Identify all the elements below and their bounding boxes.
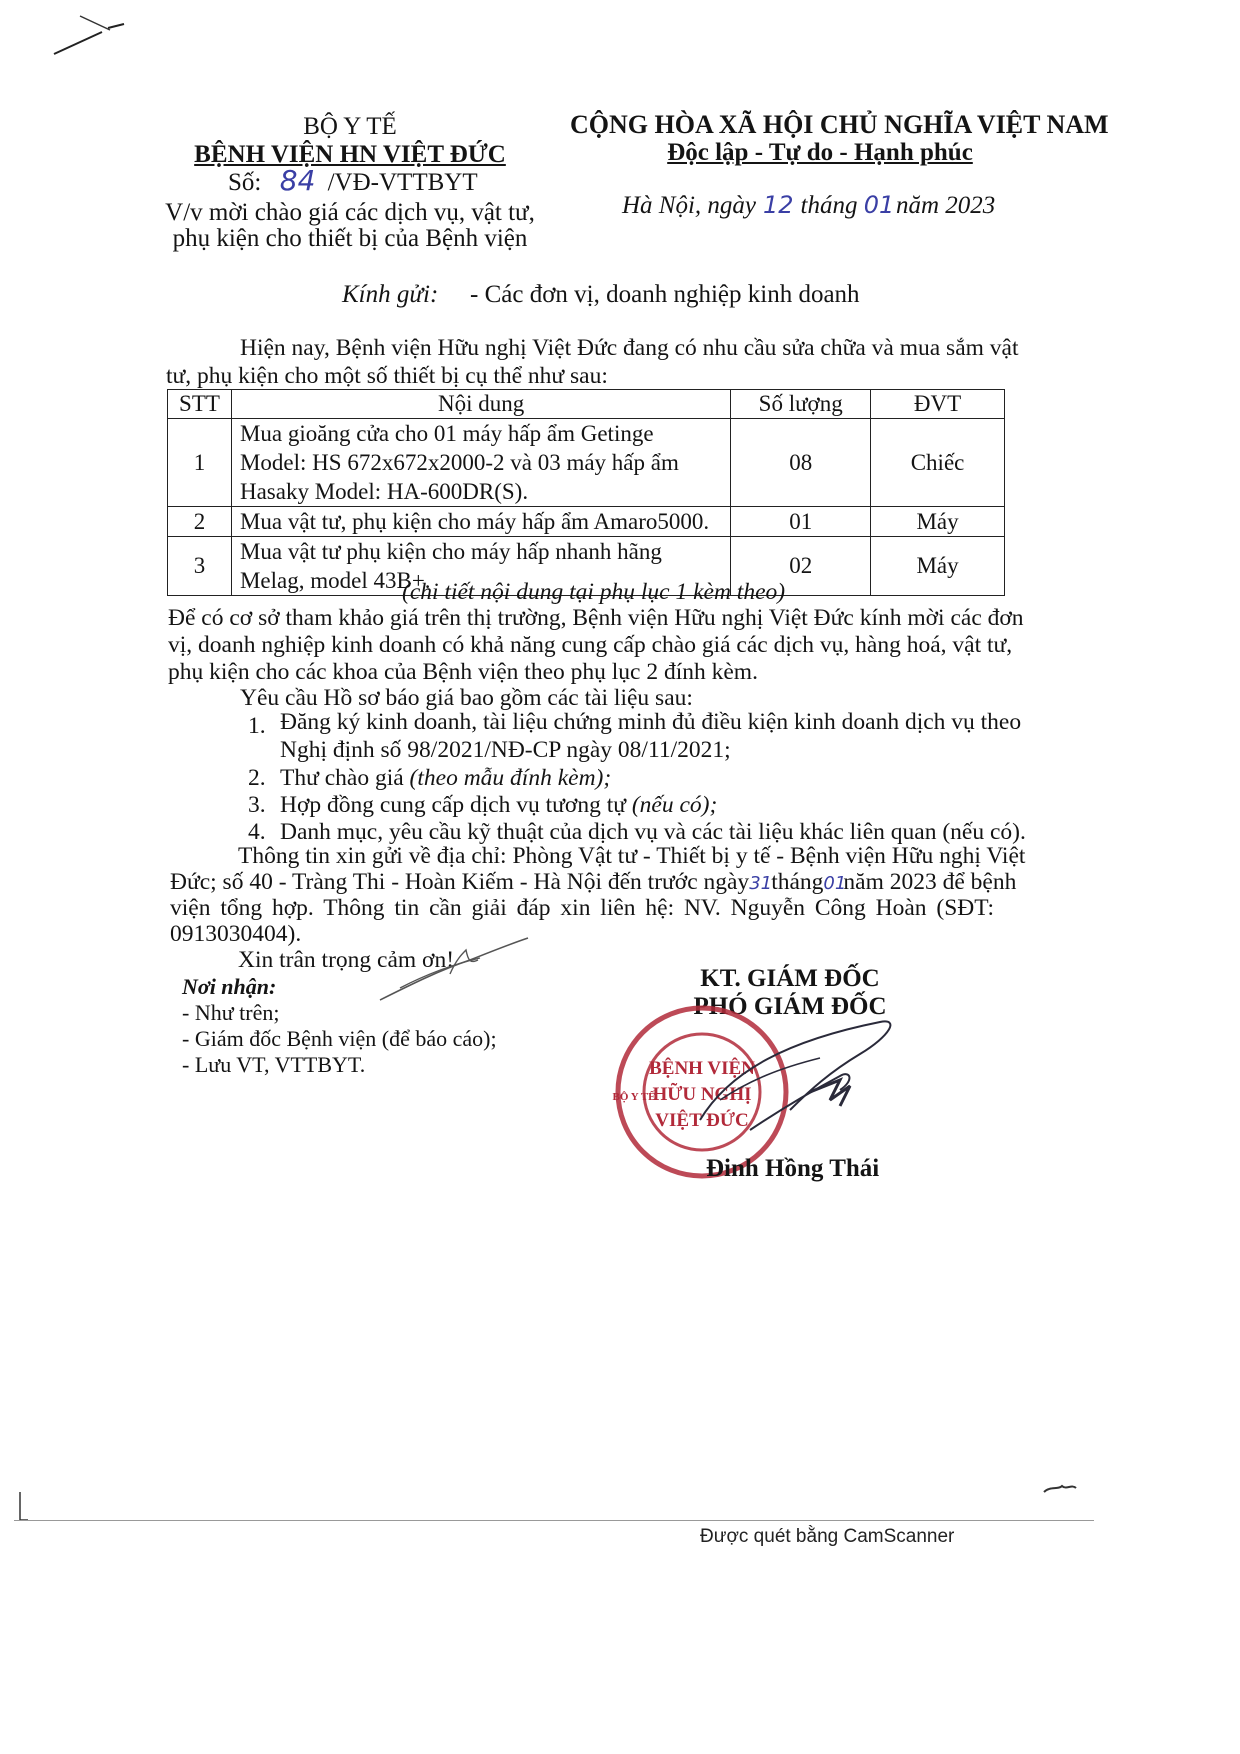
stamp-line-3: VIỆT ĐỨC bbox=[655, 1110, 749, 1131]
row-stt: 1 bbox=[168, 419, 232, 507]
table-note: (chi tiết nội dung tại phụ lục 1 kèm theo) bbox=[402, 579, 786, 605]
ministry-name: BỘ Y TẾ bbox=[303, 113, 397, 140]
recipient-item: - Giám đốc Bệnh viện (để báo cáo); bbox=[182, 1026, 497, 1051]
intro-line-2: tư, phụ kiện cho một số thiết bị cụ thể như sau: bbox=[166, 363, 608, 389]
header-stt: STT bbox=[168, 390, 232, 419]
contact-line-2-b: tháng bbox=[771, 869, 824, 895]
motto bbox=[570, 138, 1070, 168]
row-unit: Máy bbox=[871, 507, 1005, 537]
signature-title-2: PHÓ GIÁM ĐỐC bbox=[693, 993, 887, 1020]
req-3 bbox=[248, 791, 717, 820]
country-name: CỘNG HÒA XÃ HỘI CHỦ NGHĨA VIỆT NAM bbox=[570, 110, 1109, 139]
recipient-item: - Lưu VT, VTTBYT. bbox=[182, 1052, 366, 1077]
req-3-italic: (nếu có); bbox=[631, 792, 718, 818]
row-content-line: Mua gioăng cửa cho 01 máy hấp ẩm Getinge bbox=[239, 421, 654, 446]
row-content-line: Hasaky Model: HA-600DR(S). bbox=[239, 479, 529, 504]
contact-line-2-c: năm 2023 để bệnh bbox=[843, 869, 1017, 895]
corner-mark bbox=[1040, 1478, 1080, 1498]
row-content bbox=[231, 507, 730, 537]
contact-line-2-a: Đức; số 40 - Tràng Thi - Hoàn Kiếm - Hà Nội đến trước ngày bbox=[170, 869, 750, 895]
date-line bbox=[622, 190, 995, 221]
motto-text: Độc lập - Tự do - Hạnh phúc bbox=[667, 139, 973, 166]
row-unit: Máy bbox=[871, 537, 1005, 596]
contact-line-1: Thông tin xin gửi về địa chỉ: Phòng Vật tư - Thiết bị y tế - Bệnh viện Hữu nghị Việt bbox=[238, 843, 1026, 869]
items-table bbox=[167, 389, 1005, 596]
signer-name: Đinh Hồng Thái bbox=[706, 1155, 880, 1182]
row-content-line: Mua vật tư, phụ kiện cho máy hấp ẩm Amaro5000. bbox=[239, 509, 710, 534]
row-unit: Chiếc bbox=[871, 419, 1005, 507]
scan-bottom-edge bbox=[14, 1520, 1094, 1521]
row-content-line: Mua vật tư phụ kiện cho máy hấp nhanh hãng bbox=[239, 539, 662, 564]
body-line-2: vị, doanh nghiệp kinh doanh có khả năng cung cấp chào giá các dịch vụ, hàng hoá, vật tư, bbox=[168, 632, 1013, 658]
pen-mark bbox=[50, 10, 130, 60]
table-row bbox=[168, 419, 1005, 507]
contact-day: 31 bbox=[749, 873, 773, 894]
req-4-text: Danh mục, yêu cầu kỹ thuật của dịch vụ và các tài liệu khác liên quan (nếu có). bbox=[280, 819, 1026, 845]
stamp-ring-text: BỘ Y TẾ bbox=[612, 1091, 656, 1103]
document-number bbox=[228, 166, 478, 198]
recipients-title: Nơi nhận: bbox=[182, 974, 277, 999]
req-1-line-2: Nghị định số 98/2021/NĐ-CP ngày 08/11/2021; bbox=[280, 737, 731, 763]
row-content-line: Melag, model 43B+. bbox=[239, 568, 431, 593]
thanks-line: Xin trân trọng cảm ơn! bbox=[238, 947, 455, 973]
contact-line-4: 0913030404). bbox=[170, 921, 302, 947]
body-line-1: Để có cơ sở tham khảo giá trên thị trường, Bệnh viện Hữu nghị Việt Đức kính mời các đơn bbox=[168, 605, 1024, 631]
row-stt: 2 bbox=[168, 507, 232, 537]
table-row bbox=[168, 507, 1005, 537]
contact-month: 01 bbox=[823, 873, 847, 894]
initial-signature bbox=[370, 930, 540, 1010]
contact-line-3: viện tổng hợp. Thông tin cần giải đáp xin liên hệ: NV. Nguyễn Công Hoàn (SĐT: bbox=[170, 895, 994, 921]
requirements-intro: Yêu cầu Hồ sơ báo giá bao gồm các tài liệu sau: bbox=[240, 685, 693, 711]
req-4-number: 4. bbox=[248, 819, 266, 845]
header-unit: ĐVT bbox=[871, 390, 1005, 419]
hospital-name-text: BỆNH VIỆN HN VIỆT ĐỨC bbox=[194, 141, 506, 168]
stamp-line-1: BỆNH VIỆN bbox=[649, 1058, 755, 1079]
req-3-number: 3. bbox=[248, 792, 266, 818]
header-quantity: Số lượng bbox=[731, 390, 871, 419]
number-suffix: /VĐ-VTTBYT bbox=[327, 169, 478, 196]
req-2 bbox=[248, 764, 611, 793]
date-month: 01 bbox=[863, 191, 895, 219]
req-3-text: Hợp đồng cung cấp dịch vụ tương tự bbox=[280, 792, 626, 818]
req-2-text: Thư chào giá bbox=[280, 765, 404, 791]
row-content bbox=[231, 419, 730, 507]
row-content-line: Model: HS 672x672x2000-2 và 03 máy hấp ẩm bbox=[239, 450, 679, 475]
subject-line-1: V/v mời chào giá các dịch vụ, vật tư, bbox=[165, 199, 535, 226]
req-1-line-1: Đăng ký kinh doanh, tài liệu chứng minh đủ điều kiện kinh doanh dịch vụ theo bbox=[280, 709, 1022, 735]
date-month-label: tháng bbox=[800, 192, 858, 219]
date-prefix: Hà Nội, ngày bbox=[622, 192, 757, 219]
row-quantity: 01 bbox=[731, 507, 871, 537]
stamp-line-2: HỮU NGHỊ bbox=[652, 1084, 752, 1105]
bottom-left-mark bbox=[14, 1490, 34, 1530]
camscanner-footer: Được quét bằng CamScanner bbox=[700, 1526, 955, 1547]
date-year: năm 2023 bbox=[895, 192, 996, 219]
row-quantity: 08 bbox=[731, 419, 871, 507]
req-2-number: 2. bbox=[248, 765, 266, 791]
addressee-value: - Các đơn vị, doanh nghiệp kinh doanh bbox=[470, 281, 860, 308]
number-handwritten: 84 bbox=[279, 164, 316, 197]
signature-title-1: KT. GIÁM ĐỐC bbox=[700, 965, 880, 992]
recipient-item: - Như trên; bbox=[182, 1000, 280, 1025]
req-2-italic: (theo mẫu đính kèm); bbox=[409, 765, 612, 791]
number-prefix: Số: bbox=[228, 169, 262, 196]
body-line-3: phụ kiện cho các khoa của Bệnh viện theo phụ lục 2 đính kèm. bbox=[168, 659, 758, 685]
row-stt: 3 bbox=[168, 537, 232, 596]
row-quantity: 02 bbox=[731, 537, 871, 596]
req-1-number: 1. bbox=[248, 713, 266, 739]
table-header-row bbox=[168, 390, 1005, 419]
date-day: 12 bbox=[763, 191, 794, 219]
addressee-label: Kính gửi: bbox=[342, 281, 439, 308]
subject-line-2: phụ kiện cho thiết bị của Bệnh viện bbox=[172, 225, 528, 252]
intro-line-1: Hiện nay, Bệnh viện Hữu nghị Việt Đức đang có nhu cầu sửa chữa và mua sắm vật bbox=[240, 335, 1019, 361]
header-content: Nội dung bbox=[231, 390, 730, 419]
